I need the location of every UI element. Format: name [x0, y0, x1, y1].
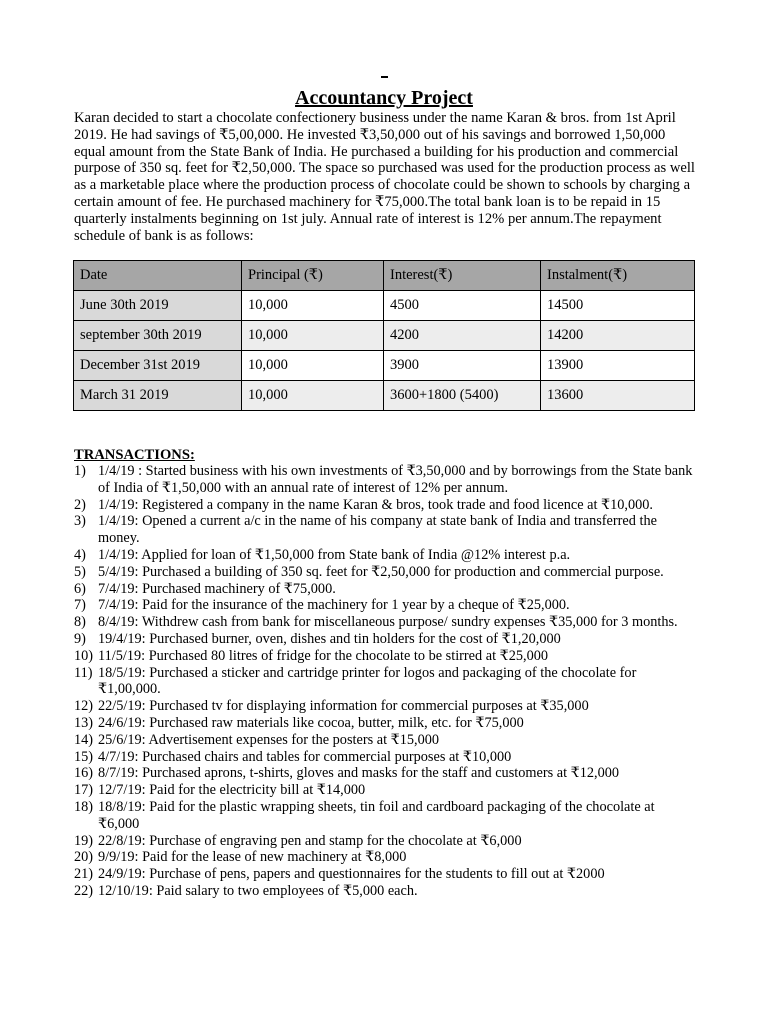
page-title: Accountancy Project	[295, 87, 473, 109]
cell-interest: 4500	[384, 291, 541, 321]
cell-date: March 31 2019	[74, 381, 242, 411]
item-text: 5/4/19: Purchased a building of 350 sq. feet for ₹2,50,000 for production and commercial purpose.	[98, 563, 664, 580]
item-number: 20)	[74, 849, 94, 866]
header-dash-mark	[381, 76, 388, 78]
item-number: 12)	[74, 698, 94, 715]
item-number: 9)	[74, 630, 86, 647]
table-row	[74, 351, 695, 381]
list-item	[74, 513, 694, 547]
transactions-list	[74, 463, 694, 900]
list-item	[74, 547, 694, 564]
item-text: 24/9/19: Purchase of pens, papers and questionnaires for the students to fill out at ₹2000	[98, 866, 605, 883]
item-text: 8/4/19: Withdrew cash from bank for miscellaneous purpose/ sundry expenses ₹35,000 for 3 months.	[98, 614, 678, 631]
cell-date: september 30th 2019	[74, 321, 242, 351]
item-number: 19)	[74, 832, 94, 849]
cell-date: December 31st 2019	[74, 351, 242, 381]
item-text: 22/5/19: Purchased tv for displaying information for commercial purposes at ₹35,000	[98, 698, 589, 715]
cell-interest: 3600+1800 (5400)	[384, 381, 541, 411]
cell-principal: 10,000	[242, 381, 384, 411]
cell-instalment: 14500	[541, 291, 695, 321]
list-item	[74, 564, 694, 581]
cell-principal: 10,000	[242, 321, 384, 351]
item-number: 2)	[74, 496, 86, 513]
list-item	[74, 581, 694, 598]
item-text: 4/7/19: Purchased chairs and tables for commercial purposes at ₹10,000	[98, 748, 512, 765]
list-item	[74, 749, 694, 766]
item-text: 19/4/19: Purchased burner, oven, dishes and tin holders for the cost of ₹1,20,000	[98, 630, 561, 647]
list-item	[74, 799, 694, 833]
item-number: 17)	[74, 782, 94, 799]
item-text: 1/4/19: Registered a company in the name Karan & bros, took trade and food licence at ₹10,000.	[98, 496, 653, 513]
list-item	[74, 883, 694, 900]
item-number: 16)	[74, 765, 94, 782]
item-number: 4)	[74, 546, 86, 563]
list-item	[74, 665, 694, 699]
table-row	[74, 291, 695, 321]
table-header-row	[74, 261, 695, 291]
item-text: 18/8/19: Paid for the plastic wrapping sheets, tin foil and cardboard packaging of the chocolate at ₹6,000	[98, 798, 655, 832]
repayment-schedule-table	[73, 260, 695, 411]
item-text: 12/7/19: Paid for the electricity bill at ₹14,000	[98, 782, 366, 799]
item-text: 24/6/19: Purchased raw materials like cocoa, butter, milk, etc. for ₹75,000	[98, 714, 524, 731]
list-item	[74, 782, 694, 799]
list-item	[74, 648, 694, 665]
item-number: 8)	[74, 614, 86, 631]
item-number: 13)	[74, 714, 94, 731]
list-item	[74, 715, 694, 732]
item-text: 11/5/19: Purchased 80 litres of fridge for the chocolate to be stirred at ₹25,000	[98, 647, 549, 664]
list-item	[74, 732, 694, 749]
item-text: 8/7/19: Purchased aprons, t-shirts, gloves and masks for the staff and customers at ₹12,000	[98, 765, 620, 782]
list-item	[74, 497, 694, 514]
item-text: 12/10/19: Paid salary to two employees of ₹5,000 each.	[98, 882, 418, 899]
item-number: 7)	[74, 597, 86, 614]
item-text: 22/8/19: Purchase of engraving pen and stamp for the chocolate at ₹6,000	[98, 832, 522, 849]
item-text: 9/9/19: Paid for the lease of new machinery at ₹8,000	[98, 849, 407, 866]
item-number: 5)	[74, 563, 86, 580]
list-item	[74, 849, 694, 866]
item-number: 14)	[74, 731, 94, 748]
cell-interest: 3900	[384, 351, 541, 381]
item-text: 25/6/19: Advertisement expenses for the posters at ₹15,000	[98, 731, 440, 748]
item-number: 10)	[74, 647, 94, 664]
list-item	[74, 765, 694, 782]
item-text: 7/4/19: Paid for the insurance of the machinery for 1 year by a cheque of ₹25,000.	[98, 597, 570, 614]
list-item	[74, 463, 694, 497]
header-interest: Interest(₹)	[384, 261, 541, 291]
header-principal: Principal (₹)	[242, 261, 384, 291]
item-number: 11)	[74, 664, 93, 681]
header-instalment: Instalment(₹)	[541, 261, 695, 291]
list-item	[74, 698, 694, 715]
intro-paragraph: Karan decided to start a chocolate confectionery business under the name Karan & bros. from 1st April 2019. He had savings of ₹5,00,000. He invested ₹3,50,000 out of his savings and borrowed 1,50,000 equal amount from the State Bank of India. He purchased a building for his production and commercial purpose of 350 sq. feet for ₹2,50,000. The space so purchased was used for the production process as well as a marketable place where the production process of chocolate could be shown to schools by charging a certain amount of fee. He purchased machinery for ₹75,000.The total bank loan is to be repaid in 15 quarterly instalments beginning on 1st july. Annual rate of interest is 12% per annum.The repayment schedule of bank is as follows:	[74, 110, 695, 244]
item-number: 15)	[74, 748, 94, 765]
cell-principal: 10,000	[242, 291, 384, 321]
table-row	[74, 321, 695, 351]
table-row	[74, 381, 695, 411]
cell-instalment: 13600	[541, 381, 695, 411]
item-text: 7/4/19: Purchased machinery of ₹75,000.	[98, 580, 336, 597]
item-text: 1/4/19: Applied for loan of ₹1,50,000 from State bank of India @12% interest p.a.	[98, 546, 571, 563]
transactions-heading: TRANSACTIONS:	[74, 447, 195, 463]
item-number: 22)	[74, 882, 94, 899]
item-number: 3)	[74, 513, 86, 530]
item-number: 1)	[74, 463, 86, 479]
list-item	[74, 866, 694, 883]
cell-instalment: 13900	[541, 351, 695, 381]
cell-date: June 30th 2019	[74, 291, 242, 321]
list-item	[74, 631, 694, 648]
item-number: 21)	[74, 866, 94, 883]
item-number: 6)	[74, 580, 86, 597]
cell-instalment: 14200	[541, 321, 695, 351]
cell-interest: 4200	[384, 321, 541, 351]
cell-principal: 10,000	[242, 351, 384, 381]
list-item	[74, 833, 694, 850]
item-text: 1/4/19: Opened a current a/c in the name of his company at state bank of India and transferred the money.	[98, 513, 657, 547]
header-date: Date	[74, 261, 242, 291]
item-number: 18)	[74, 798, 94, 815]
list-item	[74, 614, 694, 631]
item-text: 18/5/19: Purchased a sticker and cartridge printer for logos and packaging of the chocolate for ₹1,00,000.	[98, 664, 637, 698]
list-item	[74, 597, 694, 614]
item-text: 1/4/19 : Started business with his own investments of ₹3,50,000 and by borrowings from the State bank of India of ₹1,50,000 with an annual rate of interest of 12% per annum.	[98, 463, 693, 496]
